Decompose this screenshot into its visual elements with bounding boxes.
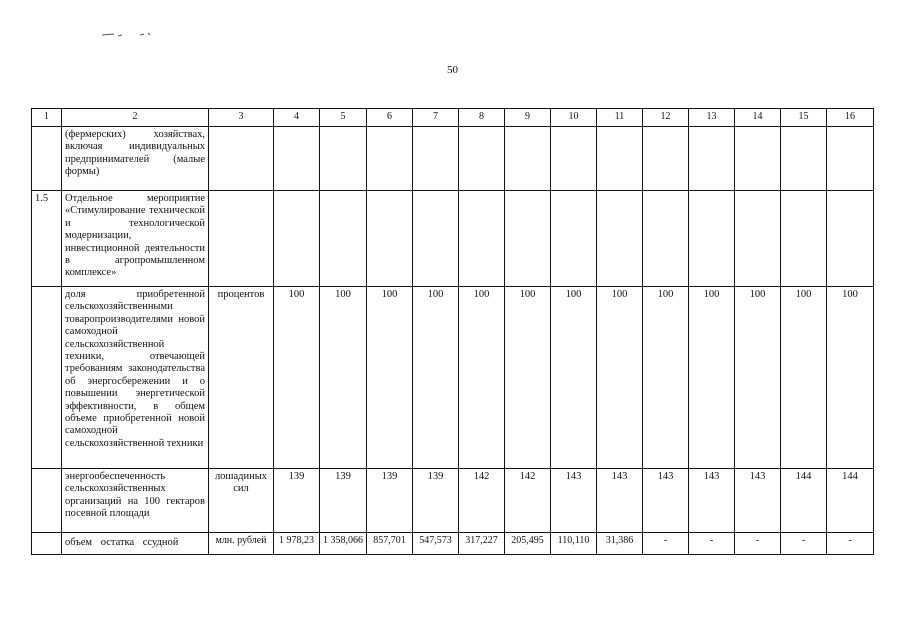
- value-cell: 317,227: [459, 533, 505, 555]
- value-cell: 143: [643, 469, 689, 533]
- table-row: [32, 287, 874, 469]
- value-cell: [320, 191, 367, 287]
- value-cell: 100: [689, 287, 735, 469]
- row-code-cell: [32, 287, 62, 469]
- value-cell: 142: [459, 469, 505, 533]
- value-cell: [320, 127, 367, 191]
- value-cell: [781, 191, 827, 287]
- table-row: [32, 127, 874, 191]
- value-cell: 143: [689, 469, 735, 533]
- column-header: 11: [597, 109, 643, 127]
- column-header: 13: [689, 109, 735, 127]
- value-cell: 100: [367, 287, 413, 469]
- value-cell: 100: [320, 287, 367, 469]
- column-header: 15: [781, 109, 827, 127]
- value-cell: [459, 127, 505, 191]
- value-cell: 100: [413, 287, 459, 469]
- column-header: 5: [320, 109, 367, 127]
- value-cell: 100: [597, 287, 643, 469]
- value-cell: [551, 127, 597, 191]
- value-cell: 144: [827, 469, 874, 533]
- scan-artifact-mark: [100, 30, 160, 38]
- value-cell: 139: [320, 469, 367, 533]
- indicator-name-cell: энергообеспеченность сельскохозяйственных организаций на 100 гектаров посевной площади: [62, 469, 209, 533]
- unit-cell: млн. рублей: [209, 533, 274, 555]
- value-cell: 100: [827, 287, 874, 469]
- value-cell: 1 978,23: [274, 533, 320, 555]
- column-header: 7: [413, 109, 459, 127]
- value-cell: 143: [597, 469, 643, 533]
- value-cell: 139: [367, 469, 413, 533]
- value-cell: 139: [274, 469, 320, 533]
- value-cell: [459, 191, 505, 287]
- value-cell: 143: [735, 469, 781, 533]
- table-row: [32, 191, 874, 287]
- indicator-name-cell: (фермерских) хозяйствах, включая индивидуальных предпринимателей (малые формы): [62, 127, 209, 191]
- value-cell: [551, 191, 597, 287]
- table-row: [32, 533, 874, 555]
- value-cell: 547,573: [413, 533, 459, 555]
- value-cell: [827, 127, 874, 191]
- value-cell: [367, 191, 413, 287]
- value-cell: -: [643, 533, 689, 555]
- value-cell: [505, 127, 551, 191]
- unit-cell: процентов: [209, 287, 274, 469]
- value-cell: 31,386: [597, 533, 643, 555]
- value-cell: 100: [551, 287, 597, 469]
- value-cell: -: [689, 533, 735, 555]
- column-header: 8: [459, 109, 505, 127]
- column-header: 4: [274, 109, 320, 127]
- row-code-cell: [32, 533, 62, 555]
- unit-cell: [209, 191, 274, 287]
- column-header: 9: [505, 109, 551, 127]
- column-header: 6: [367, 109, 413, 127]
- unit-cell: [209, 127, 274, 191]
- row-code-cell: [32, 469, 62, 533]
- value-cell: -: [735, 533, 781, 555]
- value-cell: 100: [781, 287, 827, 469]
- value-cell: [735, 127, 781, 191]
- value-cell: [274, 127, 320, 191]
- value-cell: 100: [459, 287, 505, 469]
- column-header: 14: [735, 109, 781, 127]
- value-cell: [413, 127, 459, 191]
- row-code-cell: [32, 127, 62, 191]
- value-cell: [689, 127, 735, 191]
- column-number-row: [32, 109, 874, 127]
- value-cell: -: [827, 533, 874, 555]
- value-cell: 1 358,066: [320, 533, 367, 555]
- table-row: [32, 469, 874, 533]
- value-cell: 100: [735, 287, 781, 469]
- value-cell: 144: [781, 469, 827, 533]
- column-header: 16: [827, 109, 874, 127]
- value-cell: 100: [274, 287, 320, 469]
- value-cell: [597, 127, 643, 191]
- value-cell: [689, 191, 735, 287]
- value-cell: 142: [505, 469, 551, 533]
- value-cell: [413, 191, 459, 287]
- value-cell: 143: [551, 469, 597, 533]
- value-cell: 100: [505, 287, 551, 469]
- column-header: 3: [209, 109, 274, 127]
- column-header: 1: [32, 109, 62, 127]
- indicator-name-cell: объем остатка ссудной: [62, 533, 209, 555]
- column-header: 10: [551, 109, 597, 127]
- unit-cell: лошадиных сил: [209, 469, 274, 533]
- value-cell: 139: [413, 469, 459, 533]
- value-cell: [827, 191, 874, 287]
- row-code-cell: 1.5: [32, 191, 62, 287]
- column-header: 2: [62, 109, 209, 127]
- value-cell: [735, 191, 781, 287]
- value-cell: 110,110: [551, 533, 597, 555]
- value-cell: [781, 127, 827, 191]
- value-cell: 205,495: [505, 533, 551, 555]
- value-cell: 857,701: [367, 533, 413, 555]
- value-cell: [274, 191, 320, 287]
- value-cell: [643, 191, 689, 287]
- indicator-name-cell: Отдельное мероприятие «Стимулирование технической и технологической модернизации, инвестиционной деятельности в агропромышленном комплексе»: [62, 191, 209, 287]
- value-cell: 100: [643, 287, 689, 469]
- value-cell: -: [781, 533, 827, 555]
- data-table: [31, 108, 874, 555]
- value-cell: [505, 191, 551, 287]
- value-cell: [367, 127, 413, 191]
- page-number: 50: [447, 64, 458, 76]
- column-header: 12: [643, 109, 689, 127]
- value-cell: [643, 127, 689, 191]
- value-cell: [597, 191, 643, 287]
- indicator-name-cell: доля приобретенной сельскохозяйственными товаропроизводителями новой самоходной сельскохозяйственной техники, отвечающей требованиям законодательства об энергосбережении и о повышении энергетической эффективности, в общем объеме приобретенной новой самоходной сельскохозяйственной техники: [62, 287, 209, 469]
